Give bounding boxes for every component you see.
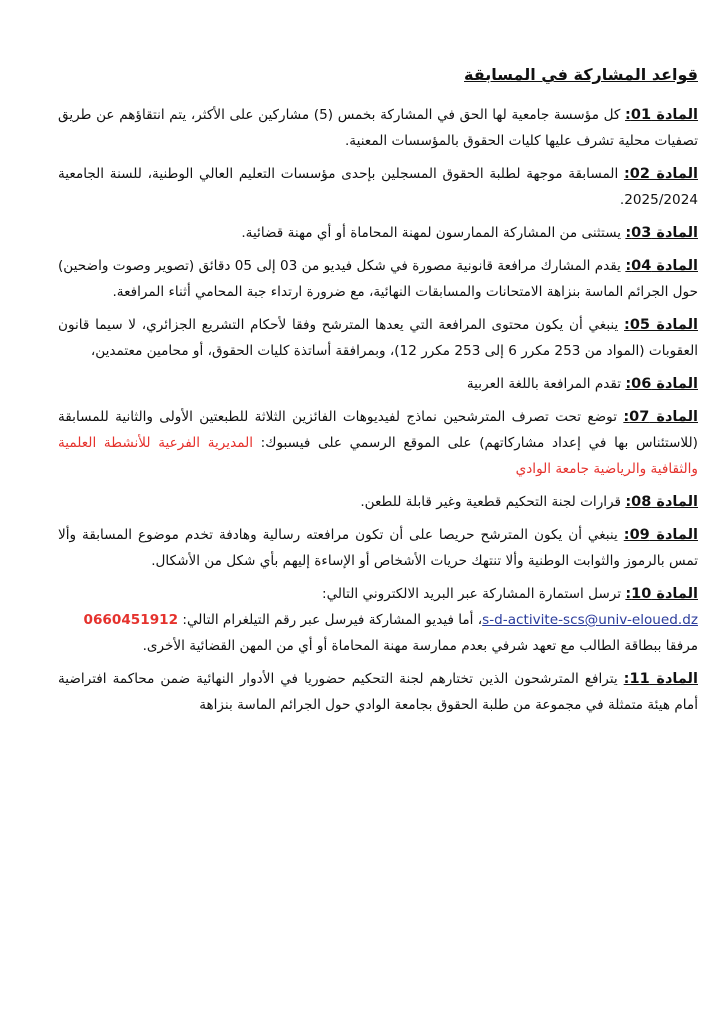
article-label: المادة 05: bbox=[624, 317, 698, 333]
article-03 bbox=[58, 220, 698, 246]
article-label: المادة 09: bbox=[623, 527, 698, 543]
telegram-phone[interactable]: 0660451912 bbox=[83, 612, 179, 628]
article-text: ترسل استمارة المشاركة عبر البريد الالكتروني التالي: bbox=[321, 586, 626, 602]
article-text-tail: مرفقا ببطاقة الطالب مع تعهد شرفي بعدم ممارسة مهنة المحاماة أو أي من المهن القضائية الأخرى. bbox=[142, 638, 698, 654]
article-label: المادة 06: bbox=[625, 376, 698, 392]
article-text: المسابقة موجهة لطلبة الحقوق المسجلين بإحدى مؤسسات التعليم العالي الوطنية، للسنة الجامعية 2025/2024. bbox=[58, 166, 698, 208]
article-label: المادة 03: bbox=[625, 225, 698, 241]
article-label: المادة 07: bbox=[623, 409, 698, 425]
article-label: المادة 11: bbox=[623, 671, 698, 687]
article-text: قرارات لجنة التحكيم قطعية وغير قابلة للطعن. bbox=[360, 494, 626, 510]
article-09 bbox=[58, 522, 698, 574]
article-04 bbox=[58, 253, 698, 305]
article-06 bbox=[58, 371, 698, 397]
article-07 bbox=[58, 404, 698, 482]
document-body bbox=[58, 62, 698, 725]
article-text: يقدم المشارك مرافعة قانونية مصورة في شكل فيديو من 03 إلى 05 دقائق (تصوير وصوت واضحين) حول الجرائم الماسة بنزاهة الامتحانات والمسابقات النهائية، مع ضرورة ارتداء جبة المحامي أثناء المرافعة. bbox=[58, 258, 698, 300]
email-link[interactable]: s-d-activite-scs@univ-eloued.dz bbox=[482, 612, 698, 628]
article-text: ينبغي أن يكون المترشح حريصا على أن تكون مرافعته رسالية وهادفة تخدم موضوع المسابقة وألا تمس بالرموز والثوابت الوطنية وألا تنتهك حريات الأشخاص أو الإساءة إليهم بأي شكل من الأشكال. bbox=[58, 527, 698, 569]
article-text: يستثنى من المشاركة الممارسون لمهنة المحاماة أو أي مهنة قضائية. bbox=[241, 225, 626, 241]
article-02 bbox=[58, 161, 698, 213]
article-text: ينبغي أن يكون محتوى المرافعة التي يعدها المترشح وفقا لأحكام التشريع الجزائري، لا سيما قانون العقوبات (المواد من 253 مكرر 6 إلى 253 مكرر 12)، وبمرافقة أساتذة كليات الحقوق، أو محامين معتمدين، bbox=[58, 317, 698, 359]
article-08 bbox=[58, 489, 698, 515]
facebook-page-link[interactable]: المديرية الفرعية للأنشطة العلمية والثقافية والرياضية جامعة الوادي bbox=[58, 435, 698, 477]
article-label: المادة 08: bbox=[625, 494, 698, 510]
article-text-mid: ، أما فيديو المشاركة فيرسل عبر رقم التيلغرام التالي: bbox=[178, 612, 483, 628]
article-text: كل مؤسسة جامعية لها الحق في المشاركة بخمس (5) مشاركين على الأكثر، يتم انتقاؤهم عن طريق تصفيات محلية تشرف عليها كليات الحقوق بالمؤسسات المعنية. bbox=[58, 107, 698, 149]
article-label: المادة 02: bbox=[623, 166, 698, 182]
article-label: المادة 10: bbox=[625, 586, 698, 602]
article-label: المادة 01: bbox=[625, 107, 699, 123]
page-title: قواعد المشاركة في المسابقة bbox=[464, 65, 698, 84]
article-label: المادة 04: bbox=[625, 258, 698, 274]
article-10 bbox=[58, 581, 698, 659]
article-text: توضع تحت تصرف المترشحين نماذج لفيديوهات الفائزين الثلاثة للطبعتين الأولى والثانية للمسابقة (للاستئناس بها في إعداد مشاركاتهم) على الموقع الرسمي على فيسبوك: bbox=[58, 409, 698, 451]
article-05 bbox=[58, 312, 698, 364]
article-text: يترافع المترشحون الذين تختارهم لجنة التحكيم حضوريا في الأدوار النهائية ضمن محاكمة افتراضية أمام هيئة متمثلة في مجموعة من طلبة الحقوق بجامعة الوادي حول الجرائم الماسة بنزاهة bbox=[58, 671, 698, 713]
article-text: تقدم المرافعة باللغة العربية bbox=[466, 376, 626, 392]
article-11 bbox=[58, 666, 698, 718]
article-01 bbox=[58, 102, 698, 154]
